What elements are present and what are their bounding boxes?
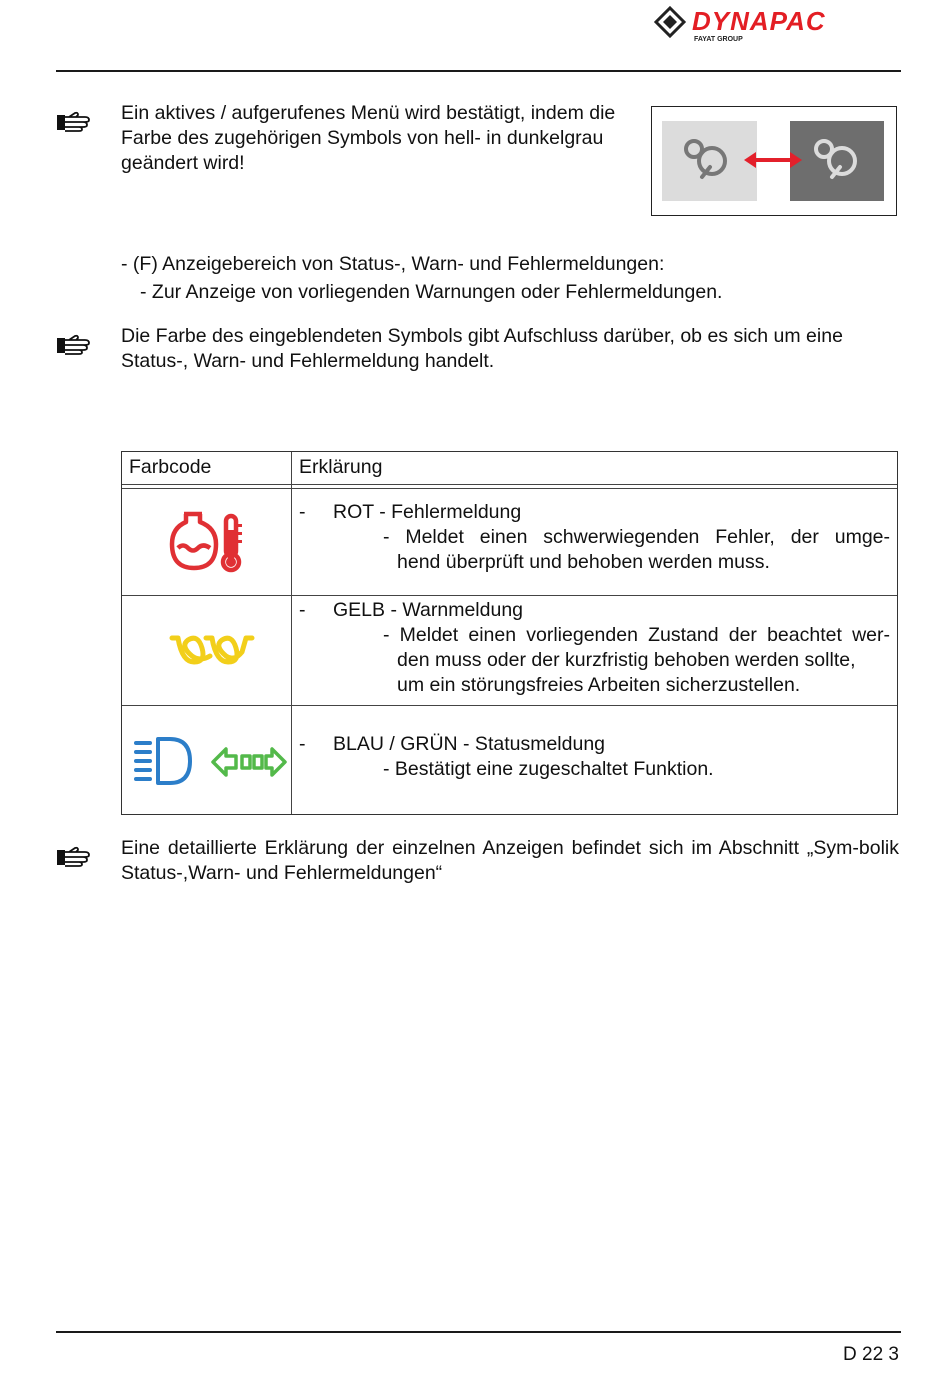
pointing-hand-icon (55, 110, 95, 134)
pointing-hand-icon (55, 845, 95, 869)
note-menu-text: Ein aktives / aufgerufenes Menü wird bestätigt, indem die Farbe des zugehörigen Symbols von hell- in dunkelgrau geändert wird! (121, 102, 616, 174)
red-engine-temperature-icon (166, 510, 246, 576)
row-divider (122, 705, 897, 706)
menu-color-illustration (651, 106, 897, 216)
table-header-erklaerung: Erklärung (299, 456, 383, 478)
settings-icon-comparison (652, 107, 896, 215)
row-yellow-detail-cont2: um ein störungsfreies Arbeiten sicherzustellen. (397, 674, 801, 696)
row-status-title: BLAU / GRÜN - Statusmeldung (333, 733, 606, 755)
page-reference: D 22 3 (843, 1344, 899, 1365)
note-menu-confirmation (121, 101, 646, 176)
note-symbol-color-text: Die Farbe des eingeblendeten Symbols gibt Aufschluss darüber, ob es sich um eine Status-, Warn- und Fehlermeldung handelt. (121, 325, 843, 372)
double-arrow-icon (744, 152, 802, 168)
list-subitem-status-area: - Zur Anzeige von vorliegenden Warnungen oder Fehlermeldungen. (140, 281, 723, 303)
row-yellow-title: GELB - Warnmeldung (333, 599, 524, 621)
row-status-detail: - Bestätigt eine zugeschaltet Funktion. (383, 758, 714, 780)
row-divider (122, 595, 897, 596)
row-status-dash: - (299, 733, 306, 755)
note-detailed-explanation (121, 836, 899, 886)
row-yellow-detail: - Meldet einen vorliegenden Zustand der beachtet wer- (383, 624, 890, 646)
yellow-glow-plug-icon (162, 612, 262, 678)
dynapac-logo (654, 6, 904, 44)
dynapac-logo-mark (654, 6, 904, 44)
brand-subtitle: FAYAT GROUP (694, 36, 743, 43)
table-header-farbcode: Farbcode (129, 456, 212, 478)
row-red-title: ROT - Fehlermeldung (333, 501, 522, 523)
row-red-detail: - Meldet einen schwerwiegenden Fehler, der umge- (383, 526, 890, 548)
row-yellow-detail-cont: den muss oder der kurzfristig behoben werden sollte, (397, 649, 856, 671)
header-divider (122, 488, 897, 489)
row-red-detail-cont: hend überprüft und behoben werden muss. (397, 551, 770, 573)
row-red-dash: - (299, 501, 306, 523)
note-detailed-explanation-text: Eine detaillierte Erklärung der einzelnen Anzeigen befindet sich im Abschnitt „Sym-bolik Status-,Warn- und Fehlermeldungen“ (121, 837, 899, 884)
blue-headlight-icon (132, 735, 204, 789)
list-item-status-area: - (F) Anzeigebereich von Status-, Warn- und Fehlermeldungen: (121, 253, 665, 275)
brand-name: DYNAPAC (692, 6, 826, 36)
list-status-area (121, 252, 821, 305)
note-symbol-color (121, 324, 899, 374)
footer-rule (56, 1331, 901, 1333)
header-divider (122, 484, 897, 485)
green-turn-signal-icon (210, 742, 288, 782)
row-yellow-dash: - (299, 599, 306, 621)
column-divider (291, 452, 292, 814)
header-rule (56, 70, 901, 72)
color-code-table (121, 451, 898, 815)
pointing-hand-icon (55, 333, 95, 357)
